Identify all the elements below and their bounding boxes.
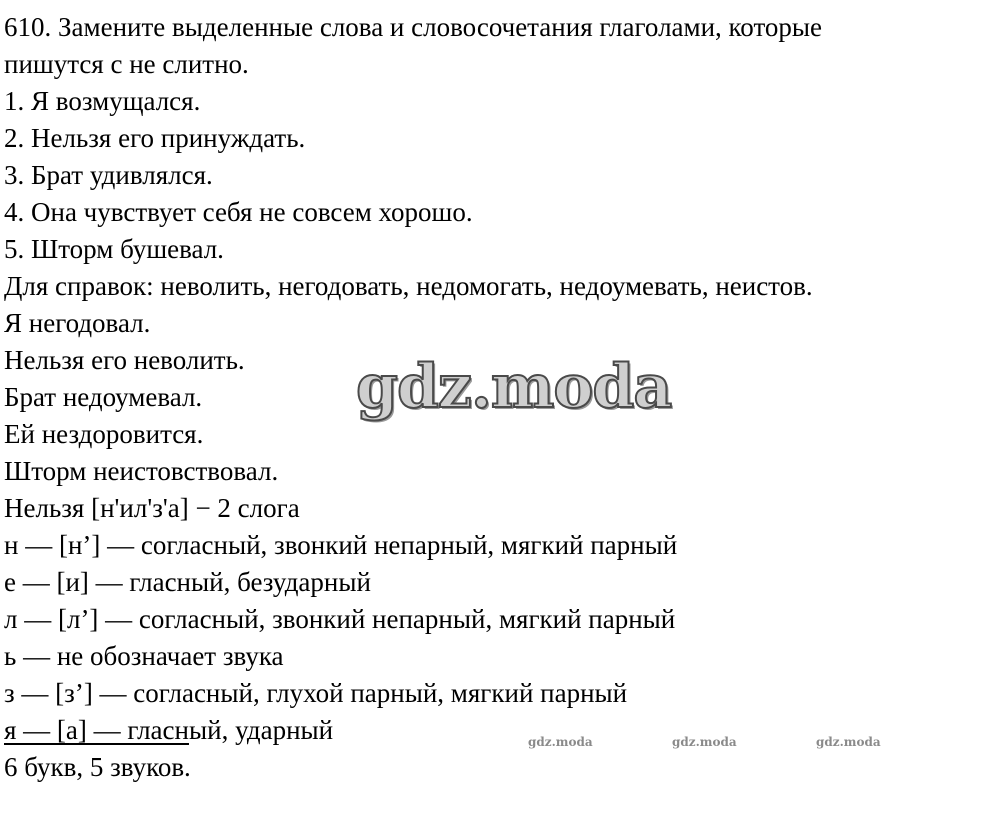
watermark-small-2: gdz.moda	[672, 735, 737, 749]
phonetic-letter-ya-underlined: я — [а] — гласн	[4, 715, 189, 745]
phonetic-header: Нельзя [н'ил'з'а] − 2 слога	[4, 493, 300, 523]
watermark-logo: gdz.moda	[356, 352, 672, 422]
watermark-small-1: gdz.moda	[528, 735, 593, 749]
task-item-3: 3. Брат удивлялся.	[4, 160, 213, 190]
answer-5: Шторм неистовствовал.	[4, 456, 279, 486]
phonetic-summary: 6 букв, 5 звуков.	[4, 752, 191, 782]
phonetic-letter-l: л — [л’] — согласный, звонкий непарный, мягкий парный	[4, 604, 676, 634]
task-item-4: 4. Она чувствует себя не совсем хорошо.	[4, 197, 473, 227]
phonetic-letter-ya-rest: ый, ударный	[188, 715, 334, 745]
phonetic-letter-n: н — [н’] — согласный, звонкий непарный, мягкий парный	[4, 530, 678, 560]
task-item-1: 1. Я возмущался.	[4, 86, 201, 116]
answer-1: Я негодовал.	[4, 308, 151, 338]
phonetic-letter-z: з — [з’] — согласный, глухой парный, мягкий парный	[4, 678, 628, 708]
phonetic-letter-e: е — [и] — гласный, безударный	[4, 567, 371, 597]
task-item-5: 5. Шторм бушевал.	[4, 234, 224, 264]
answer-2: Нельзя его неволить.	[4, 345, 245, 375]
answer-3: Брат недоумевал.	[4, 382, 203, 412]
task-title-line-1: 610. Замените выделенные слова и словосочетания глаголами, которые	[4, 12, 823, 42]
reference-words: Для справок: неволить, негодовать, недомогать, недоумевать, неистов.	[4, 271, 813, 301]
task-title-line-2: пишутся с не слитно.	[4, 49, 249, 79]
watermark-small-3: gdz.moda	[816, 735, 881, 749]
phonetic-letter-soft-sign: ь — не обозначает звука	[4, 641, 284, 671]
task-item-2: 2. Нельзя его принуждать.	[4, 123, 306, 153]
answer-4: Ей нездоровится.	[4, 419, 204, 449]
